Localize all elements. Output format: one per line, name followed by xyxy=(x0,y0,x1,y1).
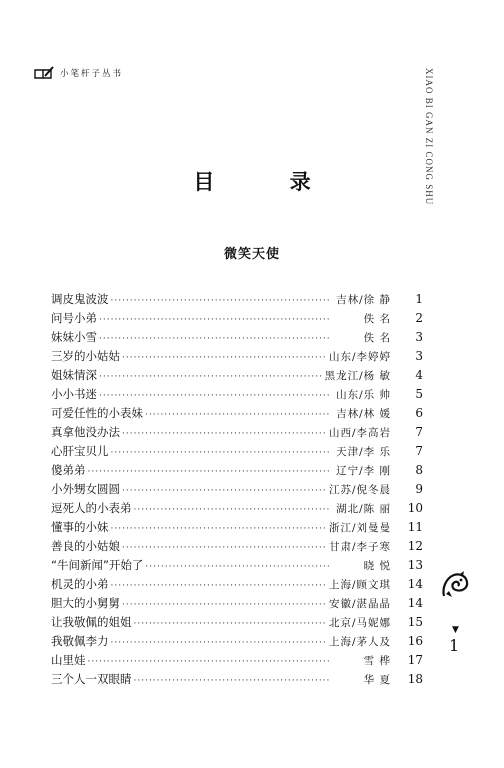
toc-entry[interactable] xyxy=(51,328,423,347)
leader-dots xyxy=(99,330,331,349)
leader-dots xyxy=(99,311,331,330)
entry-title: 姐妹情深 xyxy=(51,368,97,382)
side-pinyin: XIAO BI GAN ZI CONG SHU xyxy=(424,68,434,206)
leader-dots xyxy=(134,501,332,520)
leader-dots xyxy=(122,482,327,501)
entry-author: 山东/乐 帅 xyxy=(336,389,391,401)
entry-author: 辽宁/李 刚 xyxy=(336,465,391,477)
toc-entry[interactable] xyxy=(51,347,423,366)
entry-title: 妹妹小雪 xyxy=(51,330,97,344)
leader-dots xyxy=(111,444,332,463)
entry-author: 天津/李 乐 xyxy=(336,446,391,458)
side-page-number: 1 xyxy=(449,636,460,655)
leader-dots xyxy=(88,463,332,482)
leader-dots xyxy=(134,672,332,691)
entry-page: 5 xyxy=(415,387,423,401)
entry-page: 7 xyxy=(415,425,423,439)
entry-title: 小小书迷 xyxy=(51,387,97,401)
entry-page: 10 xyxy=(407,501,423,515)
entry-title: 问号小弟 xyxy=(51,311,97,325)
entry-author: 雪 桦 xyxy=(363,655,391,667)
toc-entry[interactable] xyxy=(51,632,423,651)
entry-page: 7 xyxy=(415,444,423,458)
pen-book-icon xyxy=(34,66,54,80)
entry-author: 北京/马妮娜 xyxy=(328,617,391,629)
entry-title: 机灵的小弟 xyxy=(51,577,109,591)
toc-entry[interactable] xyxy=(51,442,423,461)
entry-author: 山西/李高岩 xyxy=(328,427,391,439)
entry-title: 让我敬佩的姐姐 xyxy=(51,615,132,629)
toc-entry[interactable] xyxy=(51,461,423,480)
toc-entry[interactable] xyxy=(51,309,423,328)
down-arrow-icon: ▼ xyxy=(452,625,459,635)
entry-page: 6 xyxy=(415,406,423,420)
toc-entry[interactable] xyxy=(51,423,423,442)
leader-dots xyxy=(111,292,332,311)
entry-author: 上海/顾文琪 xyxy=(328,579,391,591)
toc-entry[interactable] xyxy=(51,480,423,499)
entry-author: 浙江/刘曼曼 xyxy=(328,522,391,534)
leader-dots xyxy=(111,577,327,596)
leader-dots xyxy=(111,520,327,539)
entry-title: 三岁的小姑姑 xyxy=(51,349,120,363)
entry-title: 心肝宝贝儿 xyxy=(51,444,109,458)
toc-entry[interactable] xyxy=(51,385,423,404)
leader-dots xyxy=(122,596,327,615)
entry-page: 17 xyxy=(407,653,423,667)
toc-entry[interactable] xyxy=(51,575,423,594)
entry-page: 2 xyxy=(415,311,423,325)
leader-dots xyxy=(145,558,331,577)
leader-dots xyxy=(122,349,327,368)
series-header xyxy=(34,66,123,80)
leader-dots xyxy=(145,406,331,425)
toc-entry[interactable] xyxy=(51,290,423,309)
entry-title: 善良的小姑娘 xyxy=(51,539,120,553)
entry-page: 15 xyxy=(407,615,423,629)
entry-title: 胆大的小舅舅 xyxy=(51,596,120,610)
series-title: 小笔杆子丛书 xyxy=(60,69,124,79)
entry-page: 8 xyxy=(415,463,423,477)
toc-entry[interactable] xyxy=(51,366,423,385)
entry-page: 3 xyxy=(415,330,423,344)
toc-entry[interactable] xyxy=(51,613,423,632)
entry-page: 14 xyxy=(407,577,423,591)
entry-author: 湖北/陈 丽 xyxy=(336,503,391,515)
entry-author: 吉林/林 媛 xyxy=(336,408,391,420)
entry-author: 黑龙江/杨 敏 xyxy=(324,370,391,382)
entry-title: 可爱任性的小表妹 xyxy=(51,406,143,420)
entry-author: 晓 悦 xyxy=(363,560,391,572)
toc-entry[interactable] xyxy=(51,537,423,556)
entry-title: 懂事的小妹 xyxy=(51,520,109,534)
entry-page: 16 xyxy=(407,634,423,648)
toc-list xyxy=(51,290,423,689)
entry-title: 真拿他没办法 xyxy=(51,425,120,439)
entry-author: 佚 名 xyxy=(363,313,391,325)
entry-page: 4 xyxy=(415,368,423,382)
entry-page: 1 xyxy=(415,292,423,306)
entry-page: 3 xyxy=(415,349,423,363)
toc-entry[interactable] xyxy=(51,518,423,537)
dragon-ornament-icon xyxy=(440,570,470,600)
leader-dots xyxy=(111,634,327,653)
entry-author: 甘肃/李子寒 xyxy=(328,541,391,553)
toc-entry[interactable] xyxy=(51,404,423,423)
entry-author: 华 夏 xyxy=(363,674,391,686)
entry-author: 吉林/徐 静 xyxy=(336,294,391,306)
entry-title: “牛间新闻”开始了 xyxy=(51,558,144,572)
entry-title: 小外甥女圆圆 xyxy=(51,482,120,496)
toc-entry[interactable] xyxy=(51,670,423,689)
section-title: 微笑天使 xyxy=(223,247,280,262)
entry-author: 江苏/倪冬晨 xyxy=(328,484,391,496)
toc-entry[interactable] xyxy=(51,651,423,670)
toc-entry[interactable] xyxy=(51,594,423,613)
entry-page: 9 xyxy=(415,482,423,496)
toc-entry[interactable] xyxy=(51,556,423,575)
entry-author: 安徽/湛晶晶 xyxy=(328,598,391,610)
entry-author: 佚 名 xyxy=(363,332,391,344)
entry-title: 三个人一双眼睛 xyxy=(51,672,132,686)
entry-title: 调皮鬼波波 xyxy=(51,292,109,306)
entry-page: 12 xyxy=(407,539,423,553)
leader-dots xyxy=(134,615,327,634)
leader-dots xyxy=(99,368,323,387)
page-title: 目 录 xyxy=(193,169,345,194)
entry-title: 我敬佩李力 xyxy=(51,634,109,648)
entry-author: 山东/李婷婷 xyxy=(328,351,391,363)
leader-dots xyxy=(122,539,327,558)
entry-page: 14 xyxy=(407,596,423,610)
entry-page: 13 xyxy=(407,558,423,572)
entry-author: 上海/茅人及 xyxy=(328,636,391,648)
entry-title: 山里娃 xyxy=(51,653,86,667)
entry-page: 11 xyxy=(407,520,423,534)
entry-title: 逗死人的小表弟 xyxy=(51,501,132,515)
leader-dots xyxy=(122,425,327,444)
entry-page: 18 xyxy=(407,672,423,686)
entry-title: 傻弟弟 xyxy=(51,463,86,477)
toc-entry[interactable] xyxy=(51,499,423,518)
